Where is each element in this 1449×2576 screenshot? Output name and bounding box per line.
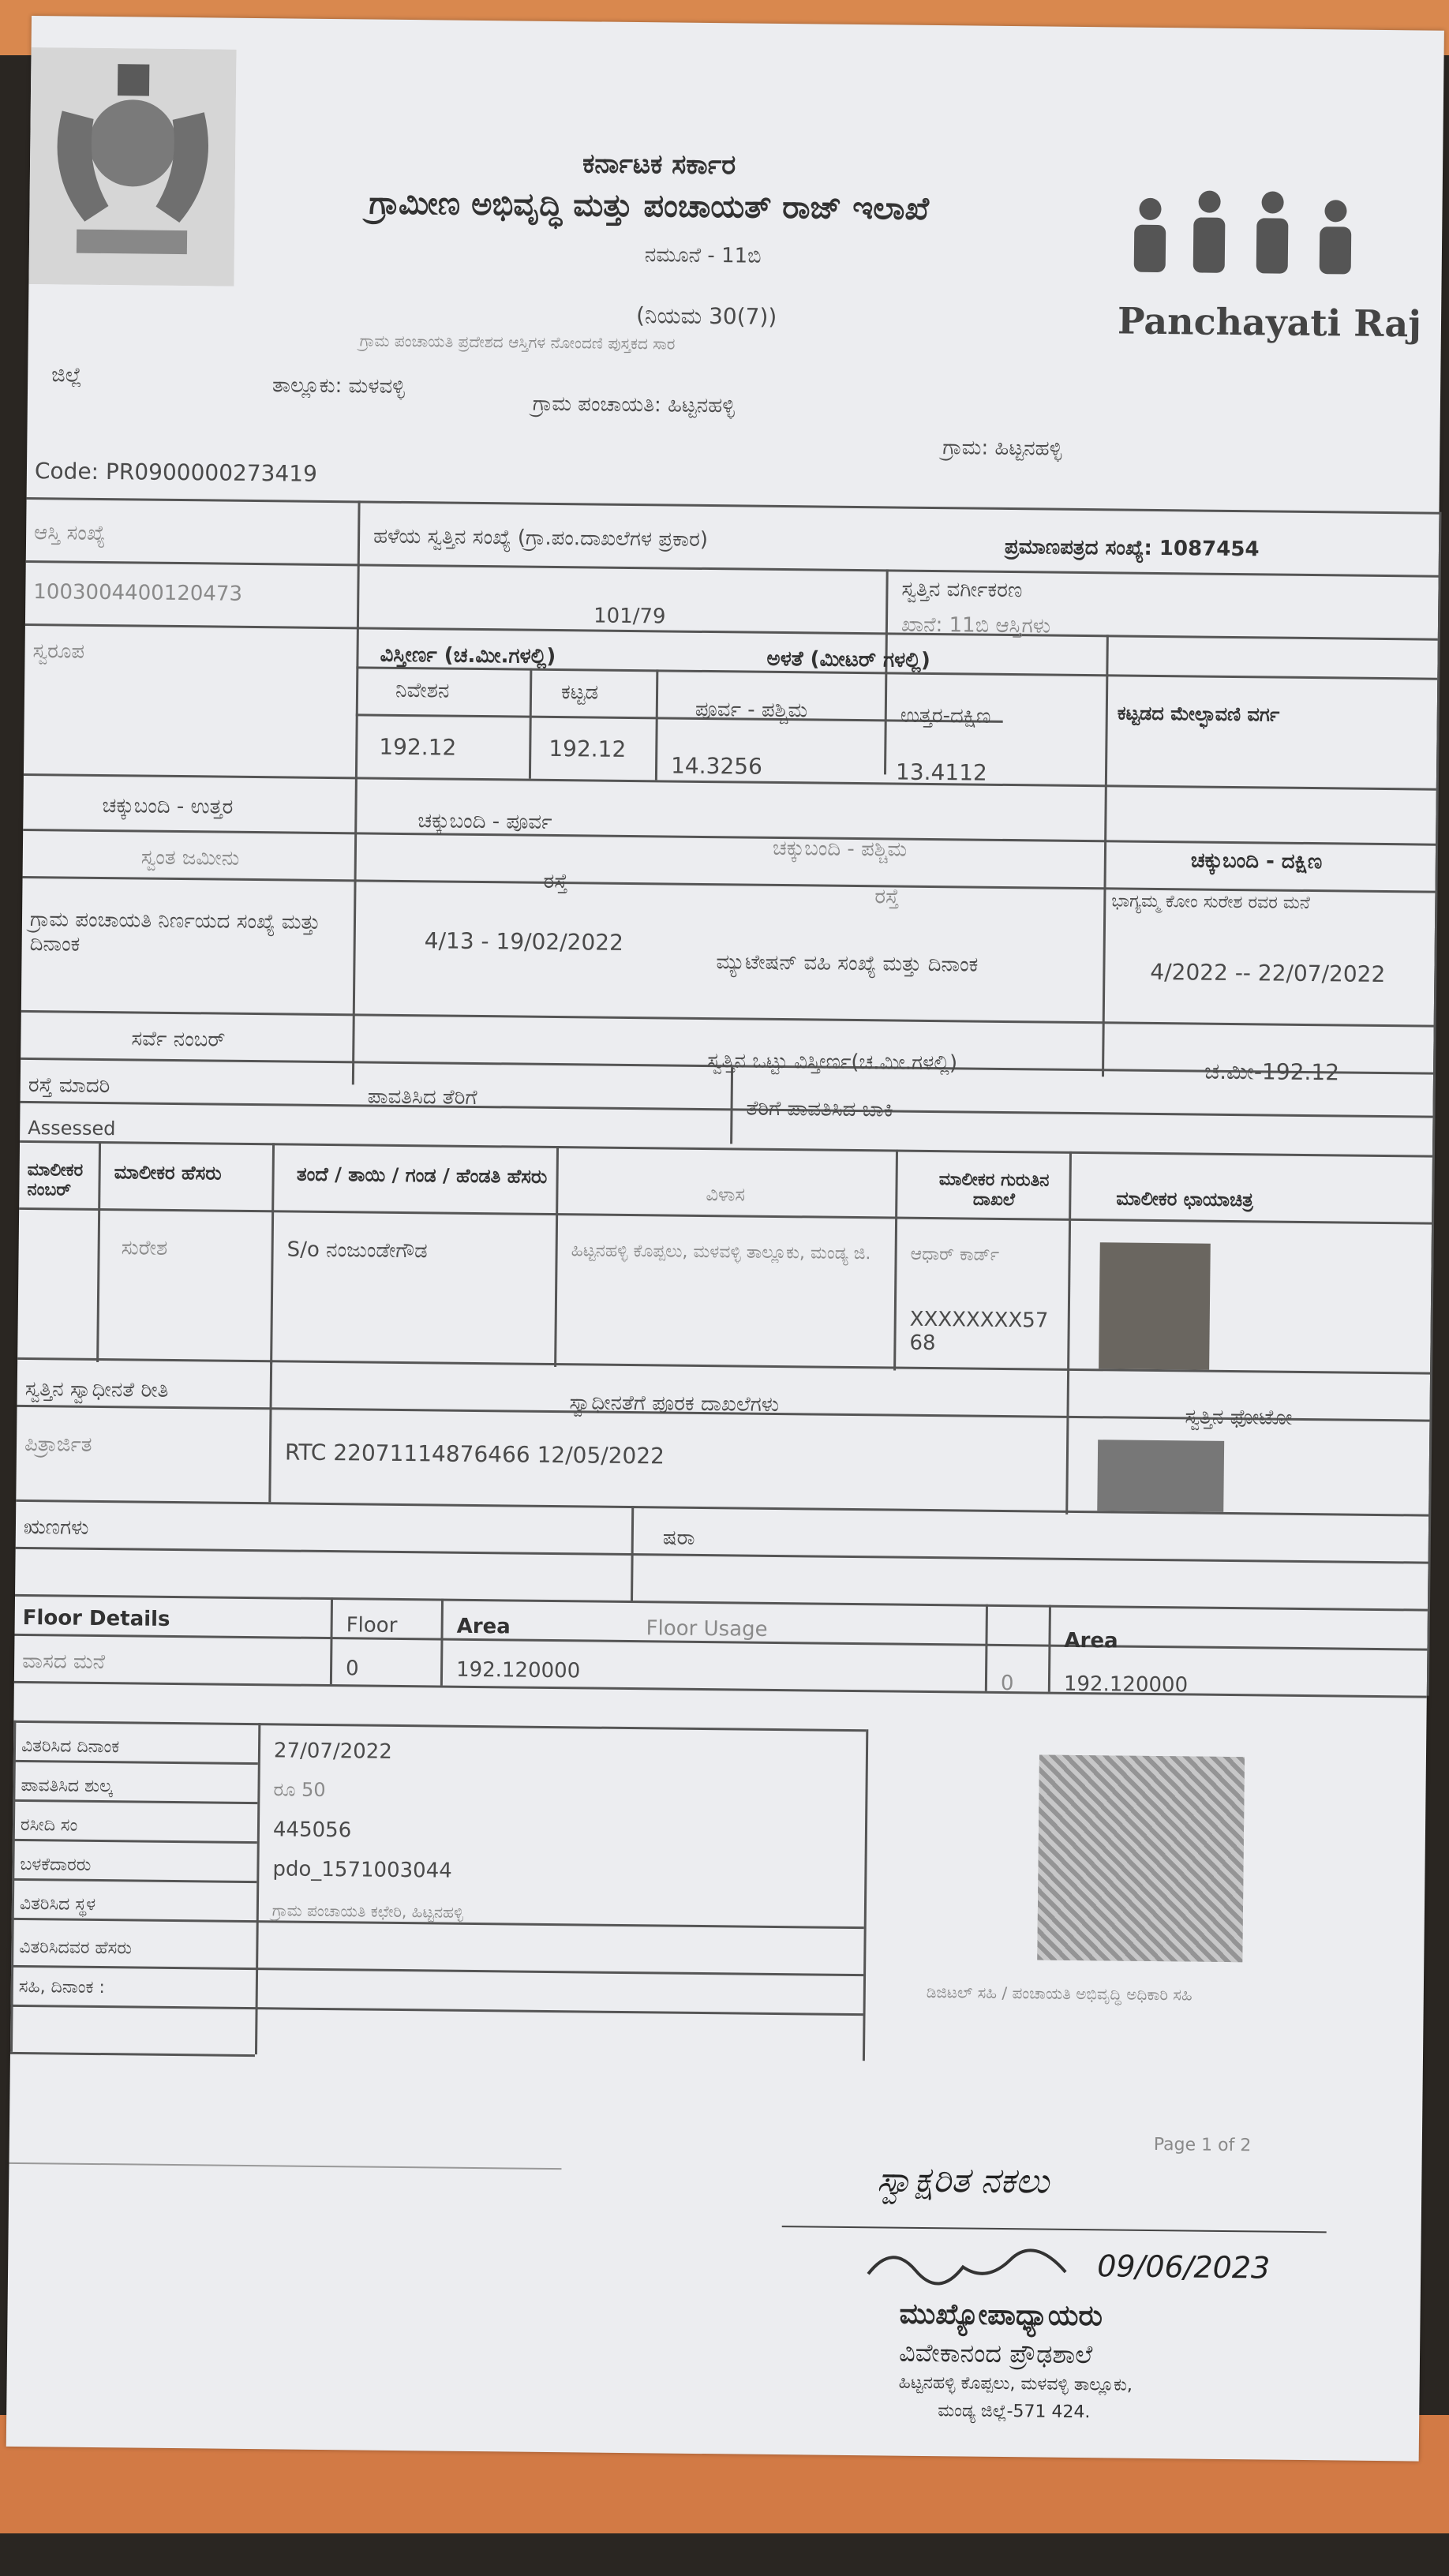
tax-paid-label: ಪಾವತಿಸಿದ ತೆರಿಗೆ: [367, 1084, 477, 1110]
owner-id-type: ಆಧಾರ್ ಕಾರ್ಡ್: [910, 1244, 1000, 1265]
area-column-header: Area: [456, 1614, 511, 1639]
floor-area-2: 192.120000: [1063, 1672, 1189, 1698]
boundary-east-label: ಚಕ್ಕುಬಂದಿ - ಪೂರ್ವ: [417, 809, 552, 834]
fee-amount: ರೂ 50: [273, 1778, 326, 1802]
total-area-label: ಸ್ವತ್ತಿನ ಒಟ್ಟು ವಿಸ್ತೀರ್ಣ(ಚ.ಮೀ.ಗಳಲ್ಲಿ): [707, 1049, 958, 1076]
east-west-value: 14.3256: [670, 752, 763, 780]
boundary-north: ಸ್ವಂತ ಜಮೀನು: [140, 845, 240, 871]
stamp-address-2: ಮಂಡ್ಯ ಜಿಲ್ಲೆ-571 424.: [938, 2401, 1091, 2423]
acquisition-document: RTC 22071114876466 12/05/2022: [284, 1439, 665, 1470]
property-classification: ಖಾನೆ: 11ಬಿ ಆಸ್ತಿಗಳು: [900, 612, 1051, 638]
resolution-label: ಗ್ರಾಮ ಪಂಚಾಯತಿ ನಿರ್ಣಯದ ಸಂಖ್ಯೆ ಮತ್ತು ದಿನಾಂಕ: [29, 908, 320, 957]
acquisition-type: ಪಿತ್ರಾರ್ಜಿತ: [24, 1432, 92, 1457]
owner-id-number: XXXXXXXX5768: [909, 1307, 1049, 1356]
acquisition-type-label: ಸ್ವತ್ತಿನ ಸ್ವಾಧೀನತೆ ರೀತಿ: [24, 1377, 169, 1402]
property-classification-label: ಸ್ವತ್ತಿನ ವರ್ಗೀಕರಣ: [901, 577, 1023, 603]
boundary-south-label: ಚಕ್ಕುಬಂದಿ - ದಕ್ಷಿಣ: [1190, 848, 1323, 874]
boundary-east: ರಸ್ತೆ: [543, 869, 568, 894]
remarks-label: ಷರಾ: [662, 1526, 695, 1550]
signature-icon: [860, 2234, 1098, 2300]
tax-due-label: ತೆರಿಗೆ ಪಾವತಿಸಿದ ಬಾಕಿ: [746, 1096, 893, 1122]
signature-date: 09/06/2023: [1096, 2248, 1271, 2286]
property-code: Code: PR0900000273419: [34, 458, 318, 487]
qr-code: [1037, 1754, 1245, 1962]
owner-relation: S/o ನಂಜುಂಡೇಗೌಡ: [286, 1237, 428, 1264]
stamp-school: ವಿವೇಕಾನಂದ ಪ್ರೌಢಶಾಲೆ: [898, 2337, 1093, 2370]
floor-number: 0: [345, 1657, 359, 1681]
govt-title: ಕರ್ನಾಟಕ ಸರ್ಕಾರ: [582, 148, 736, 182]
old-property-number: 101/79: [593, 604, 666, 629]
user-id: pdo_1571003044: [272, 1857, 452, 1883]
user-label: ಬಳಕೆದಾರರು: [20, 1854, 92, 1875]
boundary-north-label: ಚಕ್ಕುಬಂದಿ - ಉತ್ತರ: [102, 793, 234, 819]
property-nature-label: ಸ್ವರೂಪ: [32, 639, 85, 664]
document-page: [6, 16, 1444, 2462]
property-id-label: ಆಸ್ತಿ ಸಂಖ್ಯೆ: [33, 521, 106, 546]
total-area: ಚ.ಮೀ-192.12: [1204, 1058, 1340, 1086]
dimensions-label: ಅಳತೆ (ಮೀಟರ್ ಗಳಲ್ಲಿ): [766, 646, 930, 672]
village: ಗ್ರಾಮ: ಹಿಟ್ಟನಹಳ್ಳಿ: [942, 436, 1062, 461]
mutation-value: 4/2022 -- 22/07/2022: [1150, 958, 1386, 988]
attested-copy-handwriting: ಸ್ವಾಕ್ಷರಿತ ನಕಲು: [877, 2159, 1050, 2202]
panchayati-raj-text: Panchayati Raj: [1117, 299, 1422, 346]
receipt-number-label: ರಸೀದಿ ಸಂ: [20, 1814, 78, 1836]
issue-date: 27/07/2022: [273, 1739, 393, 1764]
owner-name: ಸುರೇಶ: [121, 1236, 168, 1260]
stamp-address-1: ಹಿಟ್ಟನಹಳ್ಳಿ ಕೊಪ್ಪಲು, ಮಳವಳ್ಳಿ ತಾಲ್ಲೂಕು,: [898, 2372, 1133, 2395]
building-label: ಕಟ್ಟಡ: [560, 680, 599, 705]
receipt-number: 445056: [272, 1818, 352, 1843]
floor-area: 192.120000: [455, 1657, 581, 1683]
issue-place: ಗ್ರಾಮ ಪಂಚಾಯತಿ ಕಛೇರಿ, ಹಿಟ್ಟನಹಳ್ಳಿ: [271, 1900, 464, 1922]
certificate-number: ಪ್ರಮಾಣಪತ್ರದ ಸಂಖ್ಯೆ: 1087454: [1004, 534, 1260, 562]
digital-signature-caption: ಡಿಜಿಟಲ್ ಸಹಿ / ಪಂಚಾಯತಿ ಅಭಿವೃದ್ಧಿ ಅಧಿಕಾರಿ ಸಹಿ: [926, 1983, 1193, 2005]
floor-usage: ವಾಸದ ಮನೆ: [22, 1649, 106, 1675]
property-photo: [1097, 1440, 1224, 1512]
liabilities-label: ಋಣಗಳು: [23, 1515, 89, 1540]
panchayati-raj-logo-icon: [1118, 177, 1372, 282]
page-number: Page 1 of 2: [1153, 2135, 1252, 2156]
owner-id-header: ಮಾಲೀಕರ ಗುರುತಿನ ದಾಖಲೆ: [938, 1170, 1050, 1211]
property-photo-label: ಸ್ವತ್ತಿನ ಫೋಟೋ: [1185, 1405, 1293, 1430]
relation-header: ತಂದೆ / ತಾಯಿ / ಗಂಡ / ಹೆಂಡತಿ ಹೆಸರು: [296, 1163, 548, 1188]
mutation-label: ಮ್ಯುಟೇಷನ್ ವಹಿ ಸಂಖ್ಯೆ ಮತ್ತು ದಿನಾಂಕ: [716, 950, 979, 977]
site-label: ನಿವೇಶನ: [395, 678, 450, 703]
taluk: ತಾಲ್ಲೂಕು: ಮಳವಳ್ಳಿ: [271, 373, 406, 399]
floor-number-2: 0: [1000, 1671, 1014, 1696]
issue-date-label: ವಿತರಿಸಿದ ದಿನಾಂಕ: [21, 1735, 120, 1758]
site-area: 192.12: [379, 733, 457, 761]
karnataka-emblem-icon: [28, 47, 236, 286]
floor-usage-column-header: Floor Usage: [646, 1616, 768, 1642]
east-west-label: ಪೂರ್ವ - ಪಶ್ಚಿಮ: [695, 697, 808, 723]
issuer-name-label: ವಿತರಿಸಿದವರ ಹೆಸರು: [19, 1937, 133, 1959]
department-title: ಗ್ರಾಮೀಣ ಅಭಿವೃದ್ಧಿ ಮತ್ತು ಪಂಚಾಯತ್ ರಾಜ್ ಇಲಾಖೆ: [369, 185, 930, 227]
boundary-west-label: ಚಕ್ಕುಬಂದಿ - ಪಶ್ಚಿಮ: [772, 836, 908, 862]
property-id: 1003004400120473: [33, 580, 243, 606]
floor-details-title: Floor Details: [22, 1605, 170, 1631]
owner-name-header: ಮಾಲೀಕರ ಹೆಸರು: [114, 1161, 222, 1185]
old-property-number-label: ಹಳೆಯ ಸ್ವತ್ತಿನ ಸಂಖ್ಯೆ (ಗ್ರಾ.ಪಂ.ದಾಖಲೆಗಳ ಪ್ರಕಾರ): [373, 524, 709, 552]
owner-photo: [1099, 1242, 1211, 1369]
owner-address: ಹಿಟ್ಟನಹಳ್ಳಿ ಕೊಪ್ಪಲು, ಮಳವಳ್ಳಿ ತಾಲ್ಲೂಕು, ಮಂಡ್ಯ ಜಿ.: [571, 1241, 871, 1264]
form-subtitle: ಗ್ರಾಮ ಪಂಚಾಯತಿ ಪ್ರದೇಶದ ಆಸ್ತಿಗಳ ನೋಂದಣಿ ಪುಸ್ತಕದ ಸಾರ: [359, 331, 676, 354]
owner-number-header: ಮಾಲೀಕರ ನಂಬರ್: [27, 1160, 84, 1200]
road-type-label: ರಸ್ತೆ ಮಾದರಿ: [28, 1073, 110, 1099]
roof-type-label: ಕಟ್ಟಡದ ಮೇಲ್ಛಾವಣಿ ವರ್ಗ: [1117, 702, 1280, 726]
assessed-label: Assessed: [28, 1117, 116, 1140]
building-area: 192.12: [549, 735, 627, 762]
stamp-title: ಮುಖ್ಯೋಪಾಧ್ಯಾಯರು: [899, 2297, 1103, 2333]
fee-label: ಪಾವತಿಸಿದ ಶುಲ್ಕ: [21, 1775, 113, 1797]
area-column-header-2: Area: [1064, 1628, 1118, 1653]
rule-reference: (ನಿಯಮ 30(7)): [635, 302, 777, 330]
area-label: ವಿಸ್ತೀರ್ಣ (ಚ.ಮೀ.ಗಳಲ್ಲಿ): [380, 642, 556, 668]
signature-date-label: ಸಹಿ, ದಿನಾಂಕ :: [18, 1976, 106, 1998]
north-south-label: ಉತ್ತರ-ದಕ್ಷಿಣ: [900, 703, 991, 728]
owner-photo-header: ಮಾಲೀಕರ ಛಾಯಾಚಿತ್ರ: [1116, 1187, 1254, 1211]
north-south-value: 13.4112: [895, 758, 987, 786]
survey-number-label: ಸರ್ವೆ ನಂಬರ್: [131, 1027, 226, 1052]
form-number: ನಮೂನೆ - 11ಬಿ: [644, 243, 762, 268]
boundary-south: ಭಾಗ್ಯಮ್ಮ ಕೋಂ ಸುರೇಶ ರವರ ಮನೆ: [1111, 891, 1310, 914]
gram-panchayat: ಗ್ರಾಮ ಪಂಚಾಯತಿ: ಹಿಟ್ಟನಹಳ್ಳಿ: [532, 391, 736, 418]
resolution-value: 4/13 - 19/02/2022: [424, 927, 624, 956]
district-label: ಜಿಲ್ಲೆ: [51, 363, 82, 388]
issue-place-label: ವಿತರಿಸಿದ ಸ್ಥಳ: [19, 1893, 96, 1915]
address-header: ವಿಳಾಸ: [706, 1183, 746, 1206]
boundary-west: ರಸ್ತೆ: [874, 885, 900, 909]
acquisition-docs-label: ಸ್ವಾಧೀನತೆಗೆ ಪೂರಕ ದಾಖಲೆಗಳು: [569, 1391, 780, 1417]
floor-column-header: Floor: [346, 1613, 398, 1638]
